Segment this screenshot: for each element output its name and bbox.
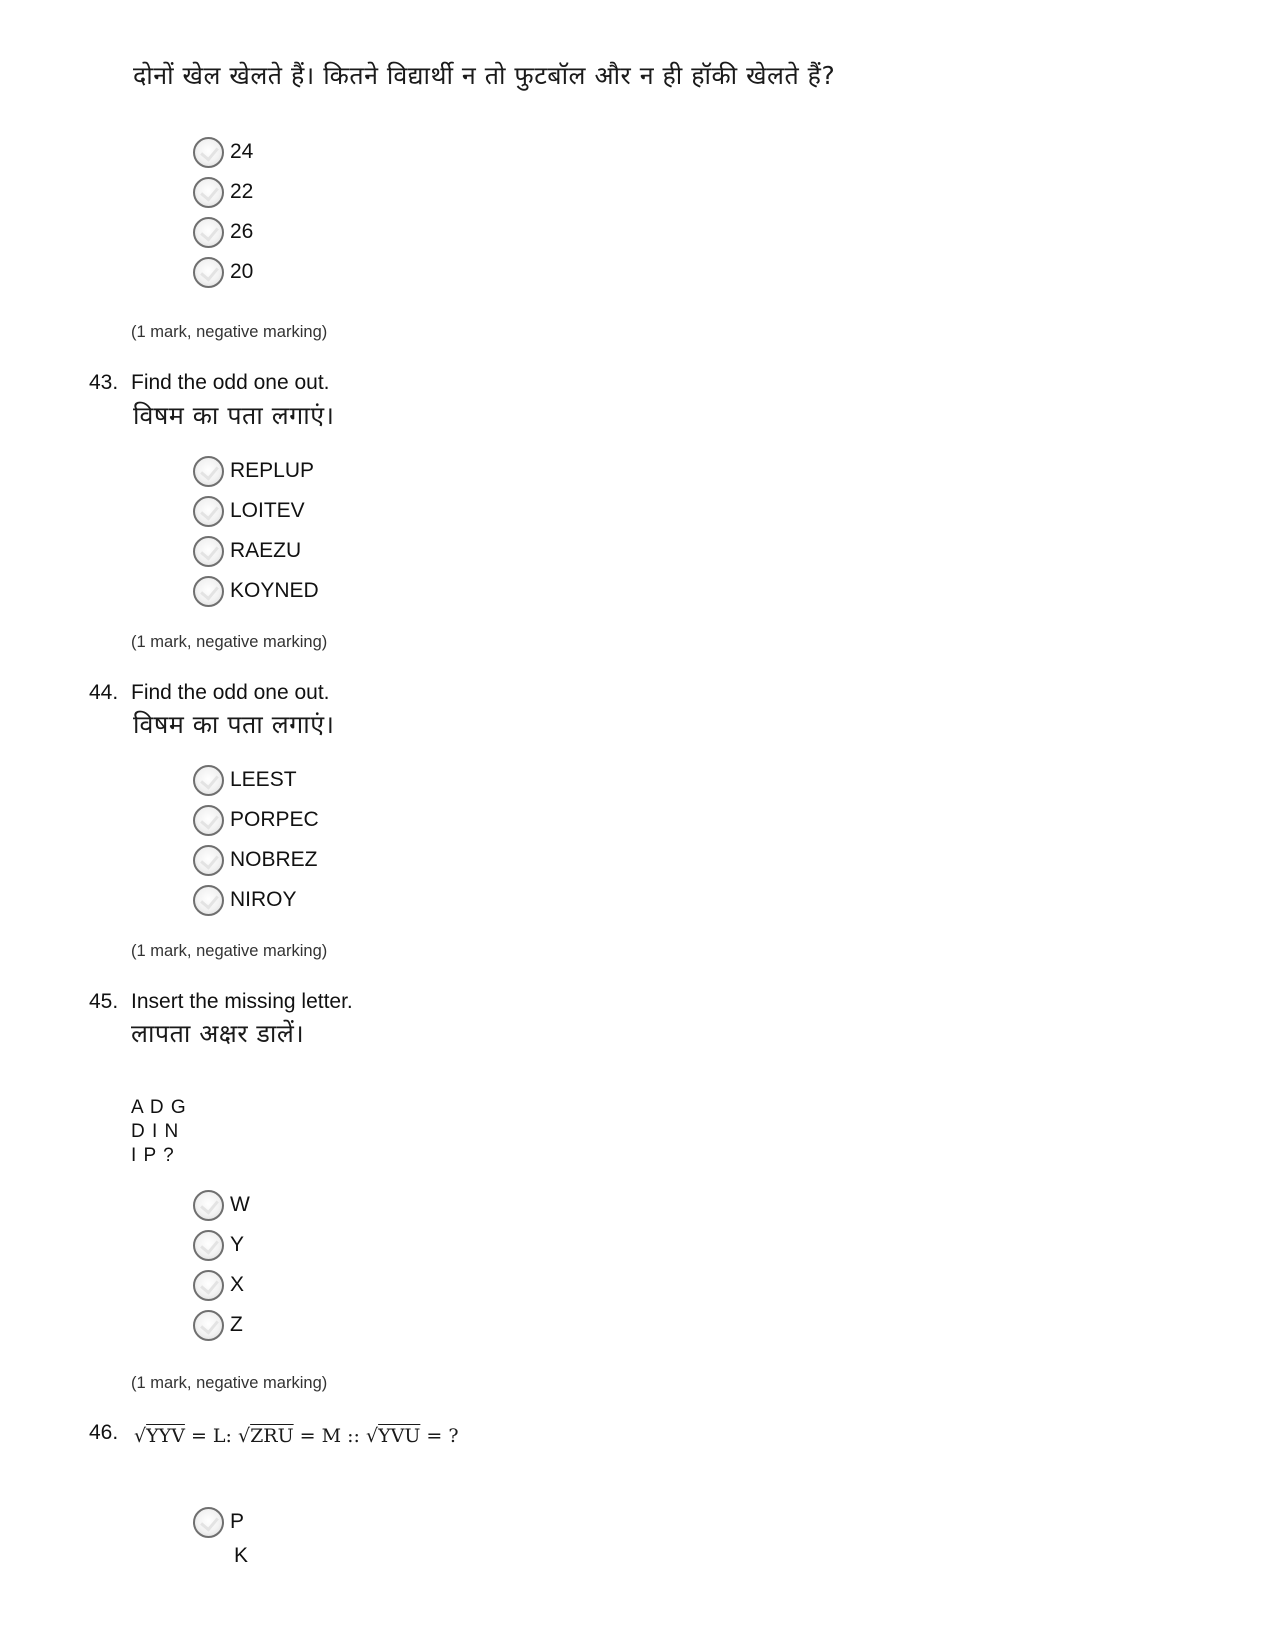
option-q42-3[interactable] — [193, 213, 253, 251]
option-label: NOBREZ — [230, 848, 318, 871]
marking-note-q44: (1 mark, negative marking) — [131, 942, 328, 960]
option-label: REPLUP — [230, 459, 315, 482]
radio-button-icon[interactable] — [193, 217, 224, 248]
option-q45-4[interactable] — [193, 1306, 243, 1344]
option-q45-2[interactable] — [193, 1226, 244, 1264]
option-label: PORPEC — [230, 808, 319, 831]
option-label: Y — [230, 1233, 245, 1256]
radio-button-icon[interactable] — [193, 137, 224, 168]
question-number-43: 43. — [89, 371, 119, 394]
question-number-45: 45. — [89, 990, 119, 1013]
option-q43-1[interactable] — [193, 452, 314, 490]
option-q43-4[interactable] — [193, 572, 319, 610]
option-q44-1[interactable] — [193, 761, 297, 799]
square-root-symbol: √ — [134, 1425, 147, 1447]
option-q42-1[interactable] — [193, 133, 253, 171]
question-44-text-hindi: विषम का पता लगाएं। — [133, 710, 335, 739]
option-q44-3[interactable] — [193, 841, 318, 879]
option-q43-2[interactable] — [193, 492, 305, 530]
marking-note-q43: (1 mark, negative marking) — [131, 633, 328, 651]
radio-button-icon[interactable] — [193, 1507, 224, 1538]
radio-button-icon[interactable] — [193, 536, 224, 567]
option-q43-3[interactable] — [193, 532, 301, 570]
option-label: LEEST — [230, 768, 297, 791]
option-q45-3[interactable] — [193, 1266, 244, 1304]
question-42-text-hindi: दोनों खेल खेलते हैं। कितने विद्यार्थी न तो फुटबॉल और न ही हॉकी खेलते हैं? — [133, 61, 836, 90]
option-label: P — [230, 1510, 245, 1533]
question-number-44: 44. — [89, 681, 119, 704]
square-root-symbol: √ — [365, 1425, 379, 1447]
radio-button-icon[interactable] — [193, 1190, 224, 1221]
question-46-formula — [134, 1425, 459, 1447]
formula-result-b: = M :: — [293, 1425, 366, 1447]
radio-button-icon[interactable] — [193, 845, 224, 876]
radio-button-icon[interactable] — [193, 456, 224, 487]
radio-button-icon[interactable] — [193, 1270, 224, 1301]
radio-button-icon[interactable] — [193, 1310, 224, 1341]
question-43-text: Find the odd one out. — [131, 371, 330, 394]
question-number-46: 46. — [89, 1421, 119, 1444]
question-44-text: Find the odd one out. — [131, 681, 330, 704]
letter-sequence-row-1: A D G — [131, 1097, 187, 1118]
radio-button-icon[interactable] — [193, 765, 224, 796]
option-label: RAEZU — [230, 539, 302, 562]
marking-note-q45: (1 mark, negative marking) — [131, 1374, 328, 1392]
formula-term-b: ZRU — [250, 1425, 294, 1447]
radio-button-icon[interactable] — [193, 885, 224, 916]
option-label: Z — [230, 1313, 243, 1336]
question-45-text-hindi: लापता अक्षर डालें। — [131, 1019, 305, 1048]
radio-button-icon[interactable] — [193, 805, 224, 836]
option-label: KOYNED — [230, 579, 319, 602]
option-label: 24 — [230, 140, 254, 163]
option-q44-4[interactable] — [193, 881, 297, 919]
letter-sequence-row-2: D I N — [131, 1121, 180, 1142]
option-label: X — [230, 1273, 245, 1296]
option-label: 22 — [230, 180, 254, 203]
formula-term-a: YYV — [146, 1425, 185, 1447]
option-label: NIROY — [230, 888, 297, 911]
formula-term-c: YVU — [378, 1425, 421, 1447]
formula-result-a: = L: — [184, 1425, 238, 1447]
option-q42-2[interactable] — [193, 173, 253, 211]
option-q46-1[interactable] — [193, 1503, 244, 1541]
marking-note-q42: (1 mark, negative marking) — [131, 323, 328, 341]
question-45-text: Insert the missing letter. — [131, 990, 353, 1013]
radio-button-icon[interactable] — [193, 576, 224, 607]
option-q42-4[interactable] — [193, 253, 253, 291]
square-root-symbol: √ — [237, 1425, 251, 1447]
option-q46-2-label: K — [234, 1544, 249, 1567]
option-label: W — [230, 1193, 250, 1216]
option-q44-2[interactable] — [193, 801, 319, 839]
radio-button-icon[interactable] — [193, 177, 224, 208]
option-label: 20 — [230, 260, 254, 283]
option-q45-1[interactable] — [193, 1186, 250, 1224]
radio-button-icon[interactable] — [193, 1230, 224, 1261]
option-label: 26 — [230, 220, 254, 243]
letter-sequence-row-3: I P ? — [131, 1145, 175, 1166]
radio-button-icon[interactable] — [193, 257, 224, 288]
radio-button-icon[interactable] — [193, 496, 224, 527]
question-43-text-hindi: विषम का पता लगाएं। — [133, 401, 335, 430]
option-label: LOITEV — [230, 499, 305, 522]
formula-result-c: = ? — [420, 1425, 459, 1447]
